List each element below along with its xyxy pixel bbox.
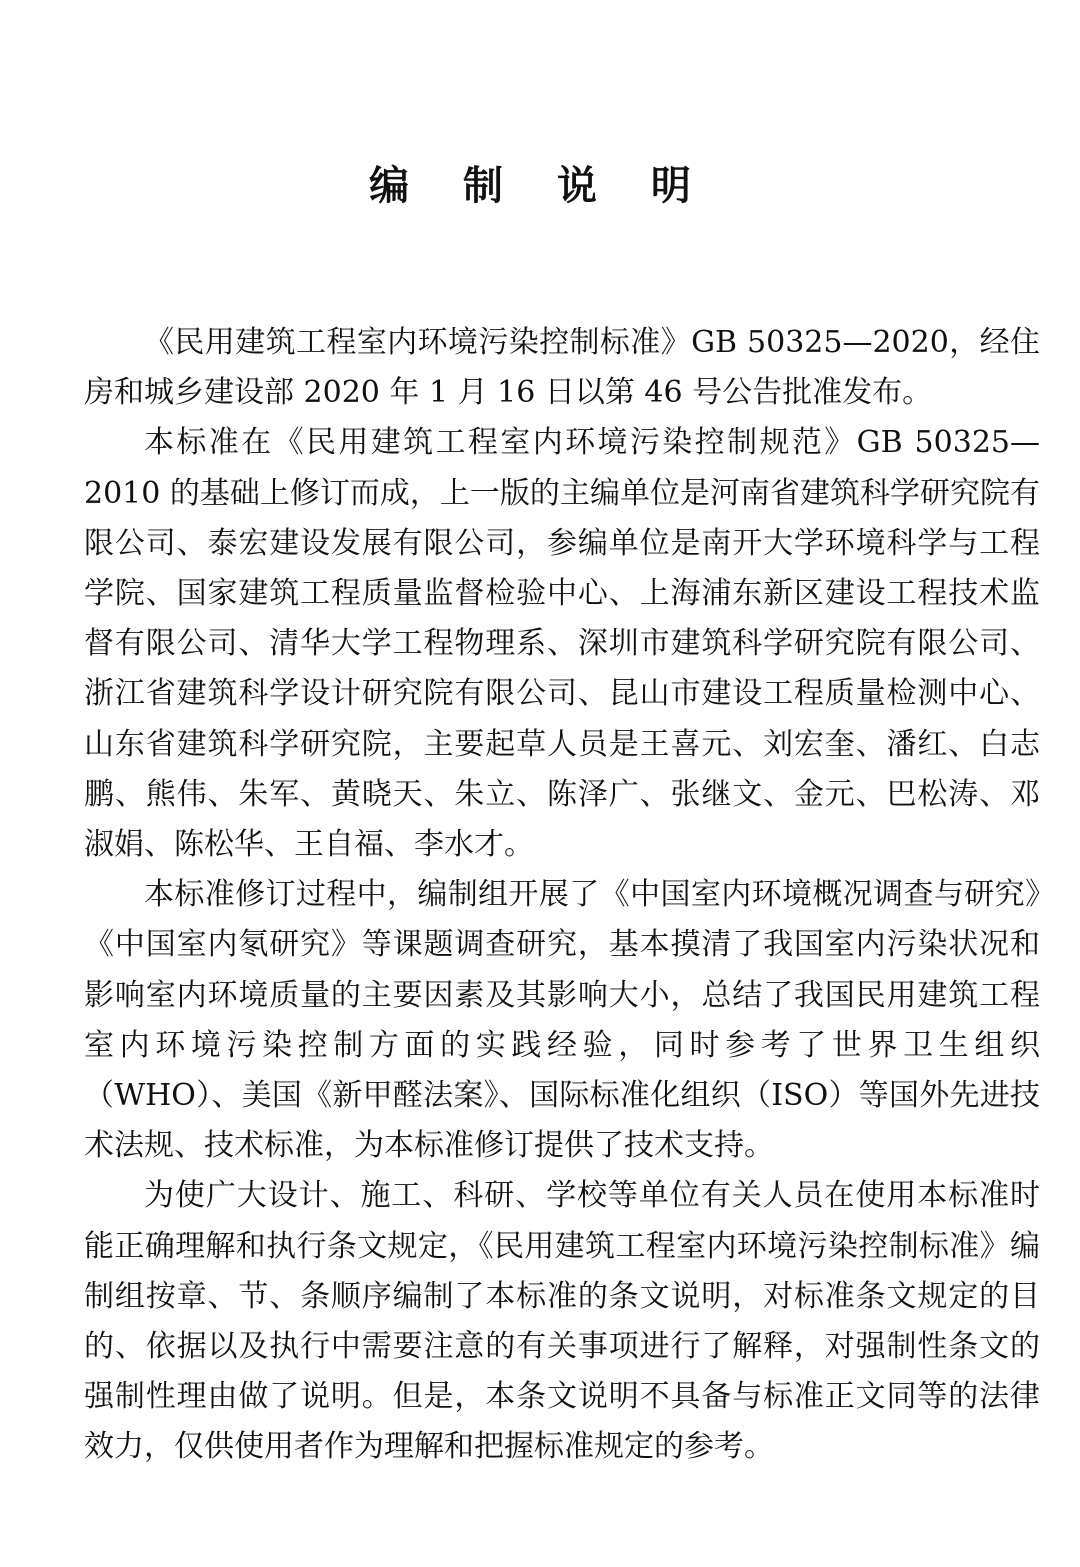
paragraph-revision-basis: 本标准在《民用建筑工程室内环境污染控制规范》GB 50325—2010 的基础上修订而成，上一版的主编单位是河南省建筑科学研究院有限公司、泰宏建设发展有限公司，参编单位是南开大学环境科学与工程学院、国家建筑工程质量监督检验中心、上海浦东新区建设工程技术监督有限公司、清华大学工程物理系、深圳市建筑科学研究院有限公司、浙江省建筑科学设计研究院有限公司、昆山市建设工程质量检测中心、山东省建筑科学研究院，主要起草人员是王喜元、刘宏奎、潘红、白志鹏、熊伟、朱军、黄晓天、朱立、陈泽广、张继文、金元、巴松涛、邓淑娟、陈松华、王自福、李水才。 [84, 425, 1040, 863]
paragraph-approval: 《民用建筑工程室内环境污染控制标准》GB 50325—2020，经住房和城乡建设部 2020 年 1 月 16 日以第 46 号公告批准发布。 [84, 325, 1040, 411]
body-text [84, 318, 1040, 1473]
page-title: 编 制 说 明 [369, 163, 711, 209]
paragraph-purpose: 为使广大设计、施工、科研、学校等单位有关人员在使用本标准时能正确理解和执行条文规定，《民用建筑工程室内环境污染控制标准》编制组按章、节、条顺序编制了本标准的条文说明，对标准条文规定的目的、依据以及执行中需要注意的有关事项进行了解释，对强制性条文的强制性理由做了说明。但是，本条文说明不具备与标准正文同等的法律效力，仅供使用者作为理解和把握标准规定的参考。 [84, 1178, 1040, 1465]
paragraph-research: 本标准修订过程中，编制组开展了《中国室内环境概况调查与研究》《中国室内氡研究》等课题调查研究，基本摸清了我国室内污染状况和影响室内环境质量的主要因素及其影响大小，总结了我国民用建筑工程室内环境污染控制方面的实践经验，同时参考了世界卫生组织（WHO）、美国《新甲醛法案》、国际标准化组织（ISO）等国外先进技术法规、技术标准，为本标准修订提供了技术支持。 [84, 877, 1040, 1164]
